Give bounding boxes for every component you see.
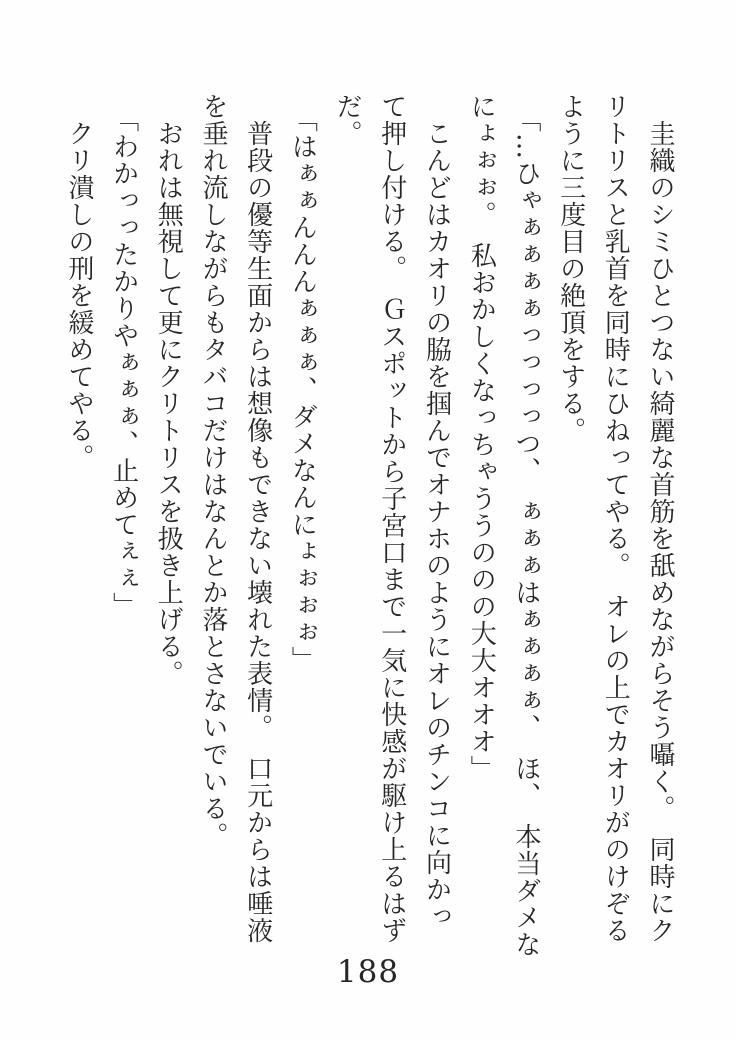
text-column: ように三度目の絶頂をする。 bbox=[555, 93, 586, 444]
text-column: を垂れ流しながらもタバコだけはなんとか落とさないでいる。 bbox=[197, 93, 228, 849]
text-column: クリ潰しの刑を緩めてやる。 bbox=[63, 120, 94, 471]
text-column: だ。 bbox=[332, 93, 363, 147]
text-column: にょぉぉ。 私おかしくなっちゃううののの大大オオオ」 bbox=[466, 93, 497, 782]
page-text-block bbox=[56, 93, 682, 993]
text-column: 「わかっったかりやぁぁぁ、止めてぇぇ」 bbox=[108, 106, 139, 619]
text-column: て押し付ける。 Ｇスポットから子宮口まで一気に快感が駆け上るはず bbox=[376, 93, 407, 944]
text-column: 普段の優等生面からは想像もできない壊れた表情。 口元からは唾液 bbox=[242, 120, 273, 944]
text-column: おれは無視して更にクリトリスを扱き上げる。 bbox=[153, 120, 184, 687]
text-column: リトリスと乳首を同時にひねってやる。 オレの上でカオリがのけぞる bbox=[600, 93, 631, 944]
text-column: 「はぁぁんんんぁぁぁ、ダメなんにょぉぉぉ」 bbox=[287, 106, 318, 673]
page-number: 188 bbox=[336, 954, 400, 990]
text-column: 圭織のシミひとつない綺麗な首筋を舐めながらそう囁く。 同時にク bbox=[645, 120, 675, 944]
text-column: 「…ひゃぁぁぁぁっっっっつ、 ぁぁぁはぁぁぁぁ、 ほ、 本当ダメな bbox=[510, 106, 541, 958]
text-column: こんどはカオリの脇を掴んでオナホのようにオレのチンコに向かっ bbox=[421, 120, 452, 930]
